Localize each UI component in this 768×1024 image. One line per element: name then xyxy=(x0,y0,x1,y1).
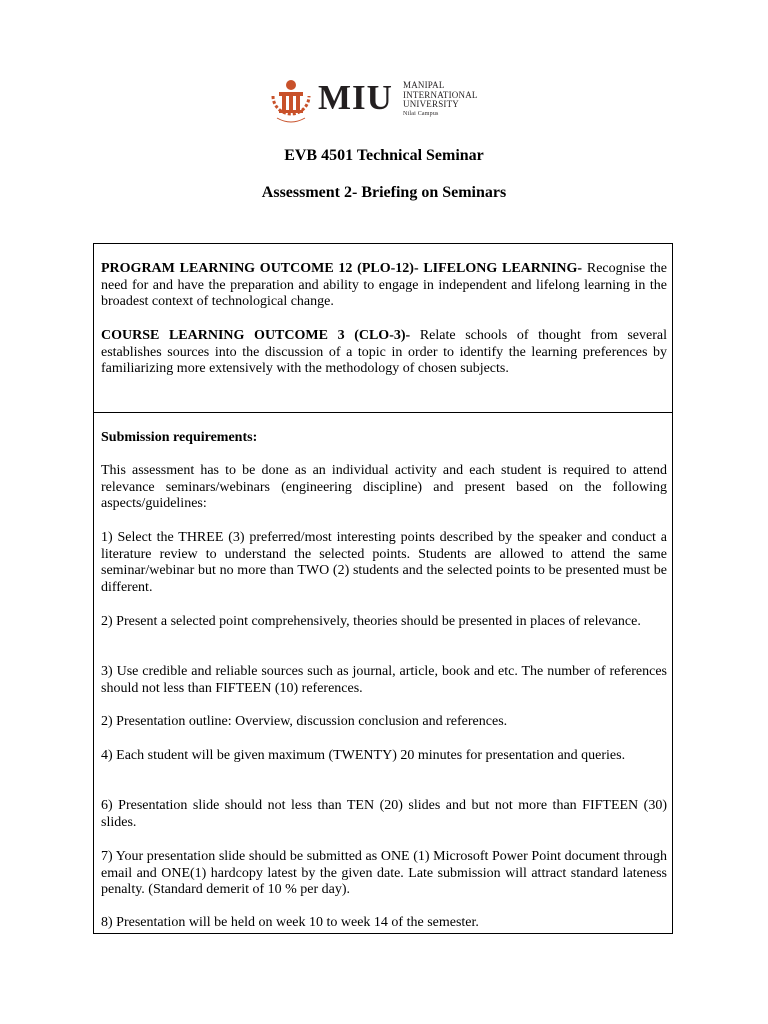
clo-heading: COURSE LEARNING OUTCOME 3 (CLO-3)- xyxy=(101,328,411,343)
requirement-item: 2) Present a selected point comprehensively, theories should be presented in places of relevance. xyxy=(101,614,641,629)
learning-outcomes-box xyxy=(93,243,673,413)
logo-line-3: UNIVERSITY xyxy=(403,99,459,109)
requirement-item: 6) Presentation slide should not less than TEN (20) slides and but not more than FIFTEEN (30) slides. xyxy=(101,798,667,830)
assessment-title: Assessment 2- Briefing on Seminars xyxy=(261,184,507,201)
submission-intro: This assessment has to be done as an individual activity and each student is required to attend relevance seminars/webinars (engineering discipline) and present based on the following aspects/guidelines: xyxy=(101,463,667,512)
requirement-item: 2) Presentation outline: Overview, discussion conclusion and references. xyxy=(101,714,508,729)
requirement-item: 3) Use credible and reliable sources such as journal, article, book and etc. The number of references should not less than FIFTEEN (10) references. xyxy=(101,664,667,696)
clo-paragraph xyxy=(101,328,667,378)
requirement-item: 8) Presentation will be held on week 10 to week 14 of the semester. xyxy=(101,915,479,930)
plo-text: Recognise the need for and have the preparation and ability to engage in independent and lifelong learning in the broadest context of technological change. xyxy=(101,261,668,310)
course-title: EVB 4501 Technical Seminar xyxy=(284,147,484,164)
university-logo xyxy=(268,76,500,126)
plo-heading: PROGRAM LEARNING OUTCOME 12 (PLO-12)- LIFELONG LEARNING- xyxy=(101,261,583,276)
requirement-item: 4) Each student will be given maximum (TWENTY) 20 minutes for presentation and queries. xyxy=(101,748,626,763)
requirement-item: 1) Select the THREE (3) preferred/most interesting points described by the speaker and conduct a literature review to understand the selected points. Students are allowed to attend the same seminar/webinar but no more than TWO (2) students and the selected points to be presented must be different. xyxy=(101,530,667,596)
submission-heading: Submission requirements: xyxy=(101,430,258,445)
plo-paragraph xyxy=(101,261,667,311)
clo-text: Relate schools of thought from several establishes sources into the discussion of a topic in order to identify the learning preferences by familiarizing more extensively with the methodology of chosen subjects. xyxy=(101,328,667,377)
logo-campus: Nilai Campus xyxy=(403,110,439,117)
logo-wordmark: MIU xyxy=(318,78,393,117)
logo-line-1: MANIPAL xyxy=(403,80,445,90)
requirement-item: 7) Your presentation slide should be submitted as ONE (1) Microsoft Power Point document through email and ONE(1) hardcopy latest by the given date. Late submission will attract standard lateness penalty. (Standard demerit of 10 % per day). xyxy=(101,849,667,898)
logo-line-2: INTERNATIONAL xyxy=(403,89,478,100)
miu-emblem-icon xyxy=(268,76,314,126)
submission-requirements-box xyxy=(93,412,673,934)
logo-university-name xyxy=(403,81,478,118)
